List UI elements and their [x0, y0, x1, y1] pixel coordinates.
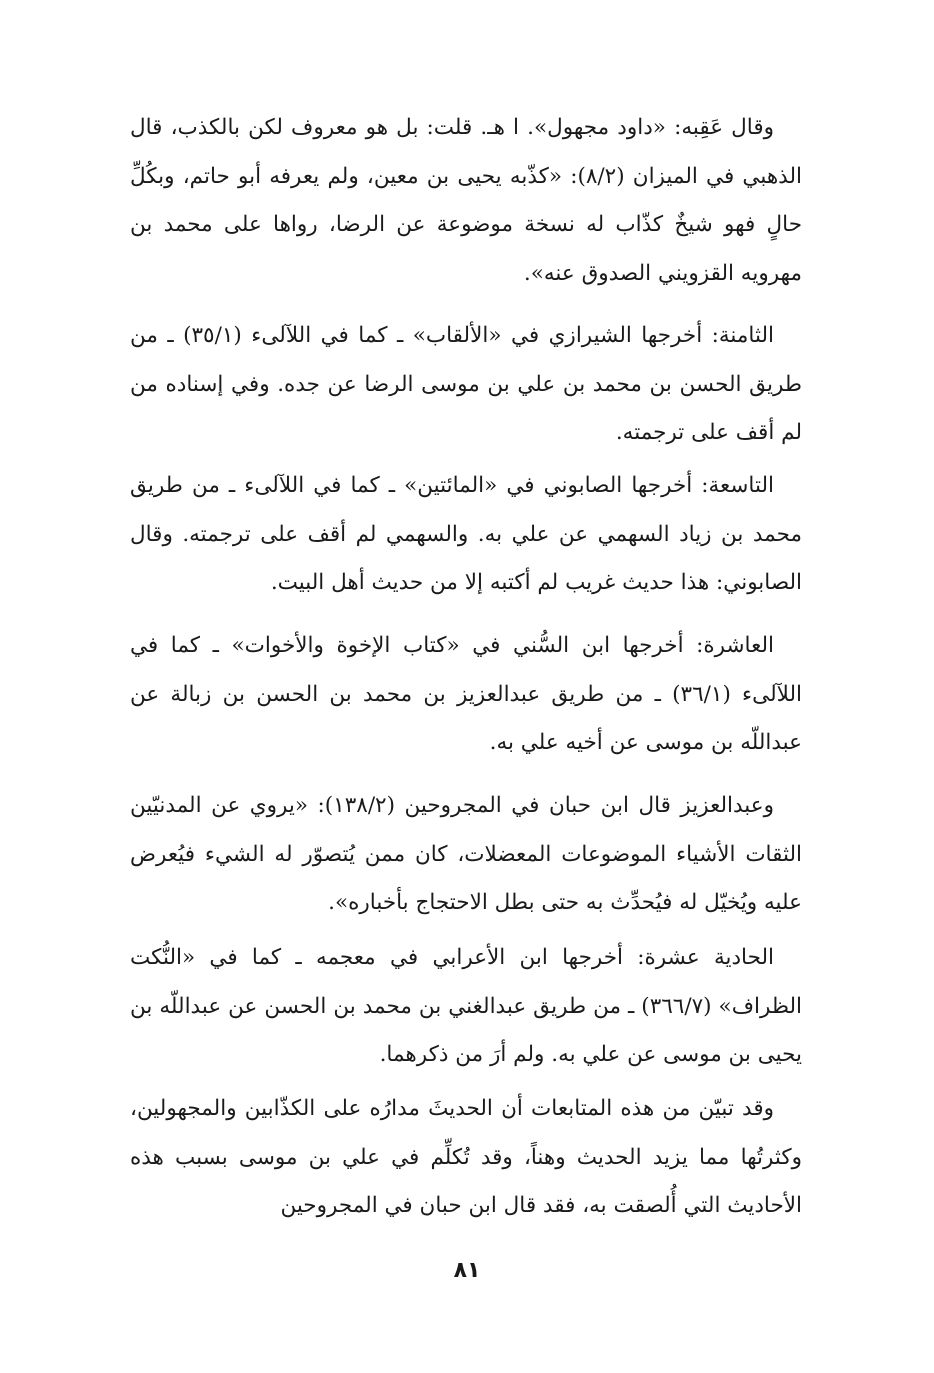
page-number: ٨١ [453, 1258, 481, 1283]
paragraph-conclusion: وقد تبيّن من هذه المتابعات أن الحديثَ مدارُه على الكذّابين والمجهولين، وكثرتُها مما يزيد الحديث وهناً، وقد تُكلِّم في علي بن موسى بسبب هذه الأحاديث التي أُلصقت به، فقد قال ابن حبان في المجروحين [130, 1096, 802, 1218]
paragraph-tenth-narration: العاشرة: أخرجها ابن السُّني في «كتاب الإخوة والأخوات» ـ كما في اللآلىء (٣٦/١) ـ من طريق عبدالعزيز بن محمد بن الحسن بن زبالة عن عبداللّه بن موسى عن أخيه علي به. [130, 633, 802, 755]
paragraph-abdulaziz-majruhin: وعبدالعزيز قال ابن حبان في المجروحين (١٣٨/٢): «يروي عن المدنيّين الثقات الأشياء الموضوعات المعضلات، كان ممن يُتصوّر له الشيء فيُعرض عليه ويُخيّل له فيُحدِّث به حتى بطل الاحتجاج بأخباره». [130, 793, 802, 915]
paragraph-eleventh-narration: الحادية عشرة: أخرجها ابن الأعرابي في معجمه ـ كما في «النُّكت الظراف» (٣٦٦/٧) ـ من طريق عبدالغني بن محمد بن الحسن عن عبداللّه بن يحيى بن موسى عن علي به. ولم أرَ من ذكرهما. [130, 945, 802, 1067]
paragraph-eighth-narration: الثامنة: أخرجها الشيرازي في «الألقاب» ـ كما في اللآلىء (٣٥/١) ـ من طريق الحسن بن محمد بن علي بن موسى الرضا عن جده. وفي إسناده من لم أقف على ترجمته. [130, 323, 802, 445]
paragraph-daud-majhul: وقال عَقِبه: «داود مجهول». ا هـ. قلت: بل هو معروف لكن بالكذب، قال الذهبي في الميزان (٨/٢): «كذّبه يحيى بن معين، ولم يعرفه أبو حاتم، وبكُلِّ حالٍ فهو شيخٌ كذّاب له نسخة موضوعة عن الرضا، رواها على محمد بن مهرويه القزويني الصدوق عنه». [130, 115, 802, 286]
paragraph-ninth-narration: التاسعة: أخرجها الصابوني في «المائتين» ـ كما في اللآلىء ـ من طريق محمد بن زياد السهمي عن علي به. والسهمي لم أقف على ترجمته. وقال الصابوني: هذا حديث غريب لم أكتبه إلا من حديث أهل البيت. [130, 473, 802, 595]
